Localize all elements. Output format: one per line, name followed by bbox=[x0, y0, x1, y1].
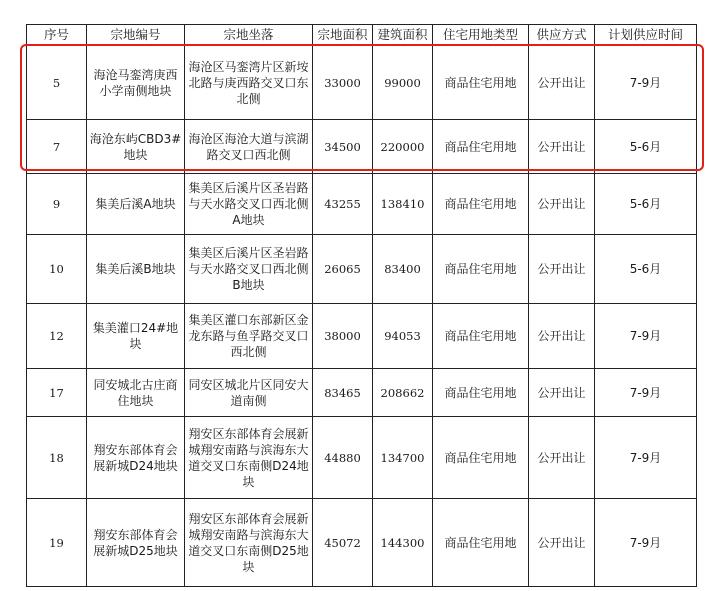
cell-supply-time: 7-9月 bbox=[595, 369, 697, 417]
header-supply-time: 计划供应时间 bbox=[595, 25, 697, 46]
cell-parcel-id: 集美后溪B地块 bbox=[87, 235, 185, 304]
cell-land-type: 商品住宅用地 bbox=[433, 369, 529, 417]
cell-location: 同安区城北片区同安大道南侧 bbox=[185, 369, 313, 417]
cell-location: 集美区后溪片区圣岩路与天水路交叉口西北侧A地块 bbox=[185, 174, 313, 235]
cell-seq: 17 bbox=[27, 369, 87, 417]
table-header-row bbox=[27, 25, 697, 46]
cell-location: 海沧区海沧大道与滨湖路交叉口西北侧 bbox=[185, 120, 313, 174]
cell-seq: 9 bbox=[27, 174, 87, 235]
cell-parcel-id: 同安城北古庄商住地块 bbox=[87, 369, 185, 417]
table-row bbox=[27, 174, 697, 235]
cell-supply-method: 公开出让 bbox=[529, 46, 595, 120]
cell-seq: 18 bbox=[27, 417, 87, 499]
cell-seq: 5 bbox=[27, 46, 87, 120]
table-row bbox=[27, 46, 697, 120]
cell-parcel-id: 集美灌口24#地块 bbox=[87, 304, 185, 369]
header-land-area: 宗地面积 bbox=[313, 25, 373, 46]
cell-location: 海沧区马銮湾片区新垵北路与庚西路交叉口东北侧 bbox=[185, 46, 313, 120]
cell-location: 集美区灌口东部新区金龙东路与鱼孚路交叉口西北侧 bbox=[185, 304, 313, 369]
cell-parcel-id: 集美后溪A地块 bbox=[87, 174, 185, 235]
cell-land-type: 商品住宅用地 bbox=[433, 417, 529, 499]
cell-location: 集美区后溪片区圣岩路与天水路交叉口西北侧B地块 bbox=[185, 235, 313, 304]
cell-parcel-id: 翔安东部体育会展新城D24地块 bbox=[87, 417, 185, 499]
cell-land-area: 38000 bbox=[313, 304, 373, 369]
cell-supply-time: 7-9月 bbox=[595, 304, 697, 369]
cell-supply-method: 公开出让 bbox=[529, 417, 595, 499]
cell-land-type: 商品住宅用地 bbox=[433, 46, 529, 120]
cell-seq: 7 bbox=[27, 120, 87, 174]
cell-parcel-id: 海沧马銮湾庚西小学南侧地块 bbox=[87, 46, 185, 120]
land-supply-table bbox=[26, 24, 697, 587]
cell-building-area: 144300 bbox=[373, 499, 433, 587]
cell-supply-method: 公开出让 bbox=[529, 235, 595, 304]
cell-supply-method: 公开出让 bbox=[529, 499, 595, 587]
cell-building-area: 138410 bbox=[373, 174, 433, 235]
cell-land-type: 商品住宅用地 bbox=[433, 120, 529, 174]
cell-building-area: 94053 bbox=[373, 304, 433, 369]
cell-land-area: 45072 bbox=[313, 499, 373, 587]
cell-land-area: 44880 bbox=[313, 417, 373, 499]
cell-location: 翔安区东部体育会展新城翔安南路与滨海东大道交叉口东南侧D24地块 bbox=[185, 417, 313, 499]
cell-land-area: 43255 bbox=[313, 174, 373, 235]
cell-land-area: 33000 bbox=[313, 46, 373, 120]
cell-supply-time: 7-9月 bbox=[595, 417, 697, 499]
header-parcel-id: 宗地编号 bbox=[87, 25, 185, 46]
cell-building-area: 83400 bbox=[373, 235, 433, 304]
cell-supply-method: 公开出让 bbox=[529, 174, 595, 235]
table-row bbox=[27, 369, 697, 417]
cell-building-area: 134700 bbox=[373, 417, 433, 499]
table-row bbox=[27, 417, 697, 499]
cell-supply-method: 公开出让 bbox=[529, 369, 595, 417]
cell-land-area: 26065 bbox=[313, 235, 373, 304]
cell-supply-time: 5-6月 bbox=[595, 174, 697, 235]
cell-parcel-id: 翔安东部体育会展新城D25地块 bbox=[87, 499, 185, 587]
table-row bbox=[27, 499, 697, 587]
header-land-type: 住宅用地类型 bbox=[433, 25, 529, 46]
header-location: 宗地坐落 bbox=[185, 25, 313, 46]
cell-land-type: 商品住宅用地 bbox=[433, 304, 529, 369]
cell-supply-time: 7-9月 bbox=[595, 46, 697, 120]
table-row bbox=[27, 235, 697, 304]
cell-supply-method: 公开出让 bbox=[529, 304, 595, 369]
header-supply-method: 供应方式 bbox=[529, 25, 595, 46]
cell-land-type: 商品住宅用地 bbox=[433, 235, 529, 304]
cell-parcel-id: 海沧东屿CBD3#地块 bbox=[87, 120, 185, 174]
header-building-area: 建筑面积 bbox=[373, 25, 433, 46]
table-row bbox=[27, 120, 697, 174]
cell-land-area: 83465 bbox=[313, 369, 373, 417]
cell-supply-method: 公开出让 bbox=[529, 120, 595, 174]
cell-supply-time: 5-6月 bbox=[595, 235, 697, 304]
cell-seq: 10 bbox=[27, 235, 87, 304]
cell-land-type: 商品住宅用地 bbox=[433, 499, 529, 587]
header-seq: 序号 bbox=[27, 25, 87, 46]
cell-seq: 19 bbox=[27, 499, 87, 587]
table-row bbox=[27, 304, 697, 369]
cell-building-area: 208662 bbox=[373, 369, 433, 417]
cell-seq: 12 bbox=[27, 304, 87, 369]
cell-land-type: 商品住宅用地 bbox=[433, 174, 529, 235]
cell-land-area: 34500 bbox=[313, 120, 373, 174]
cell-building-area: 220000 bbox=[373, 120, 433, 174]
cell-supply-time: 5-6月 bbox=[595, 120, 697, 174]
cell-building-area: 99000 bbox=[373, 46, 433, 120]
cell-location: 翔安区东部体育会展新城翔安南路与滨海东大道交叉口东南侧D25地块 bbox=[185, 499, 313, 587]
cell-supply-time: 7-9月 bbox=[595, 499, 697, 587]
